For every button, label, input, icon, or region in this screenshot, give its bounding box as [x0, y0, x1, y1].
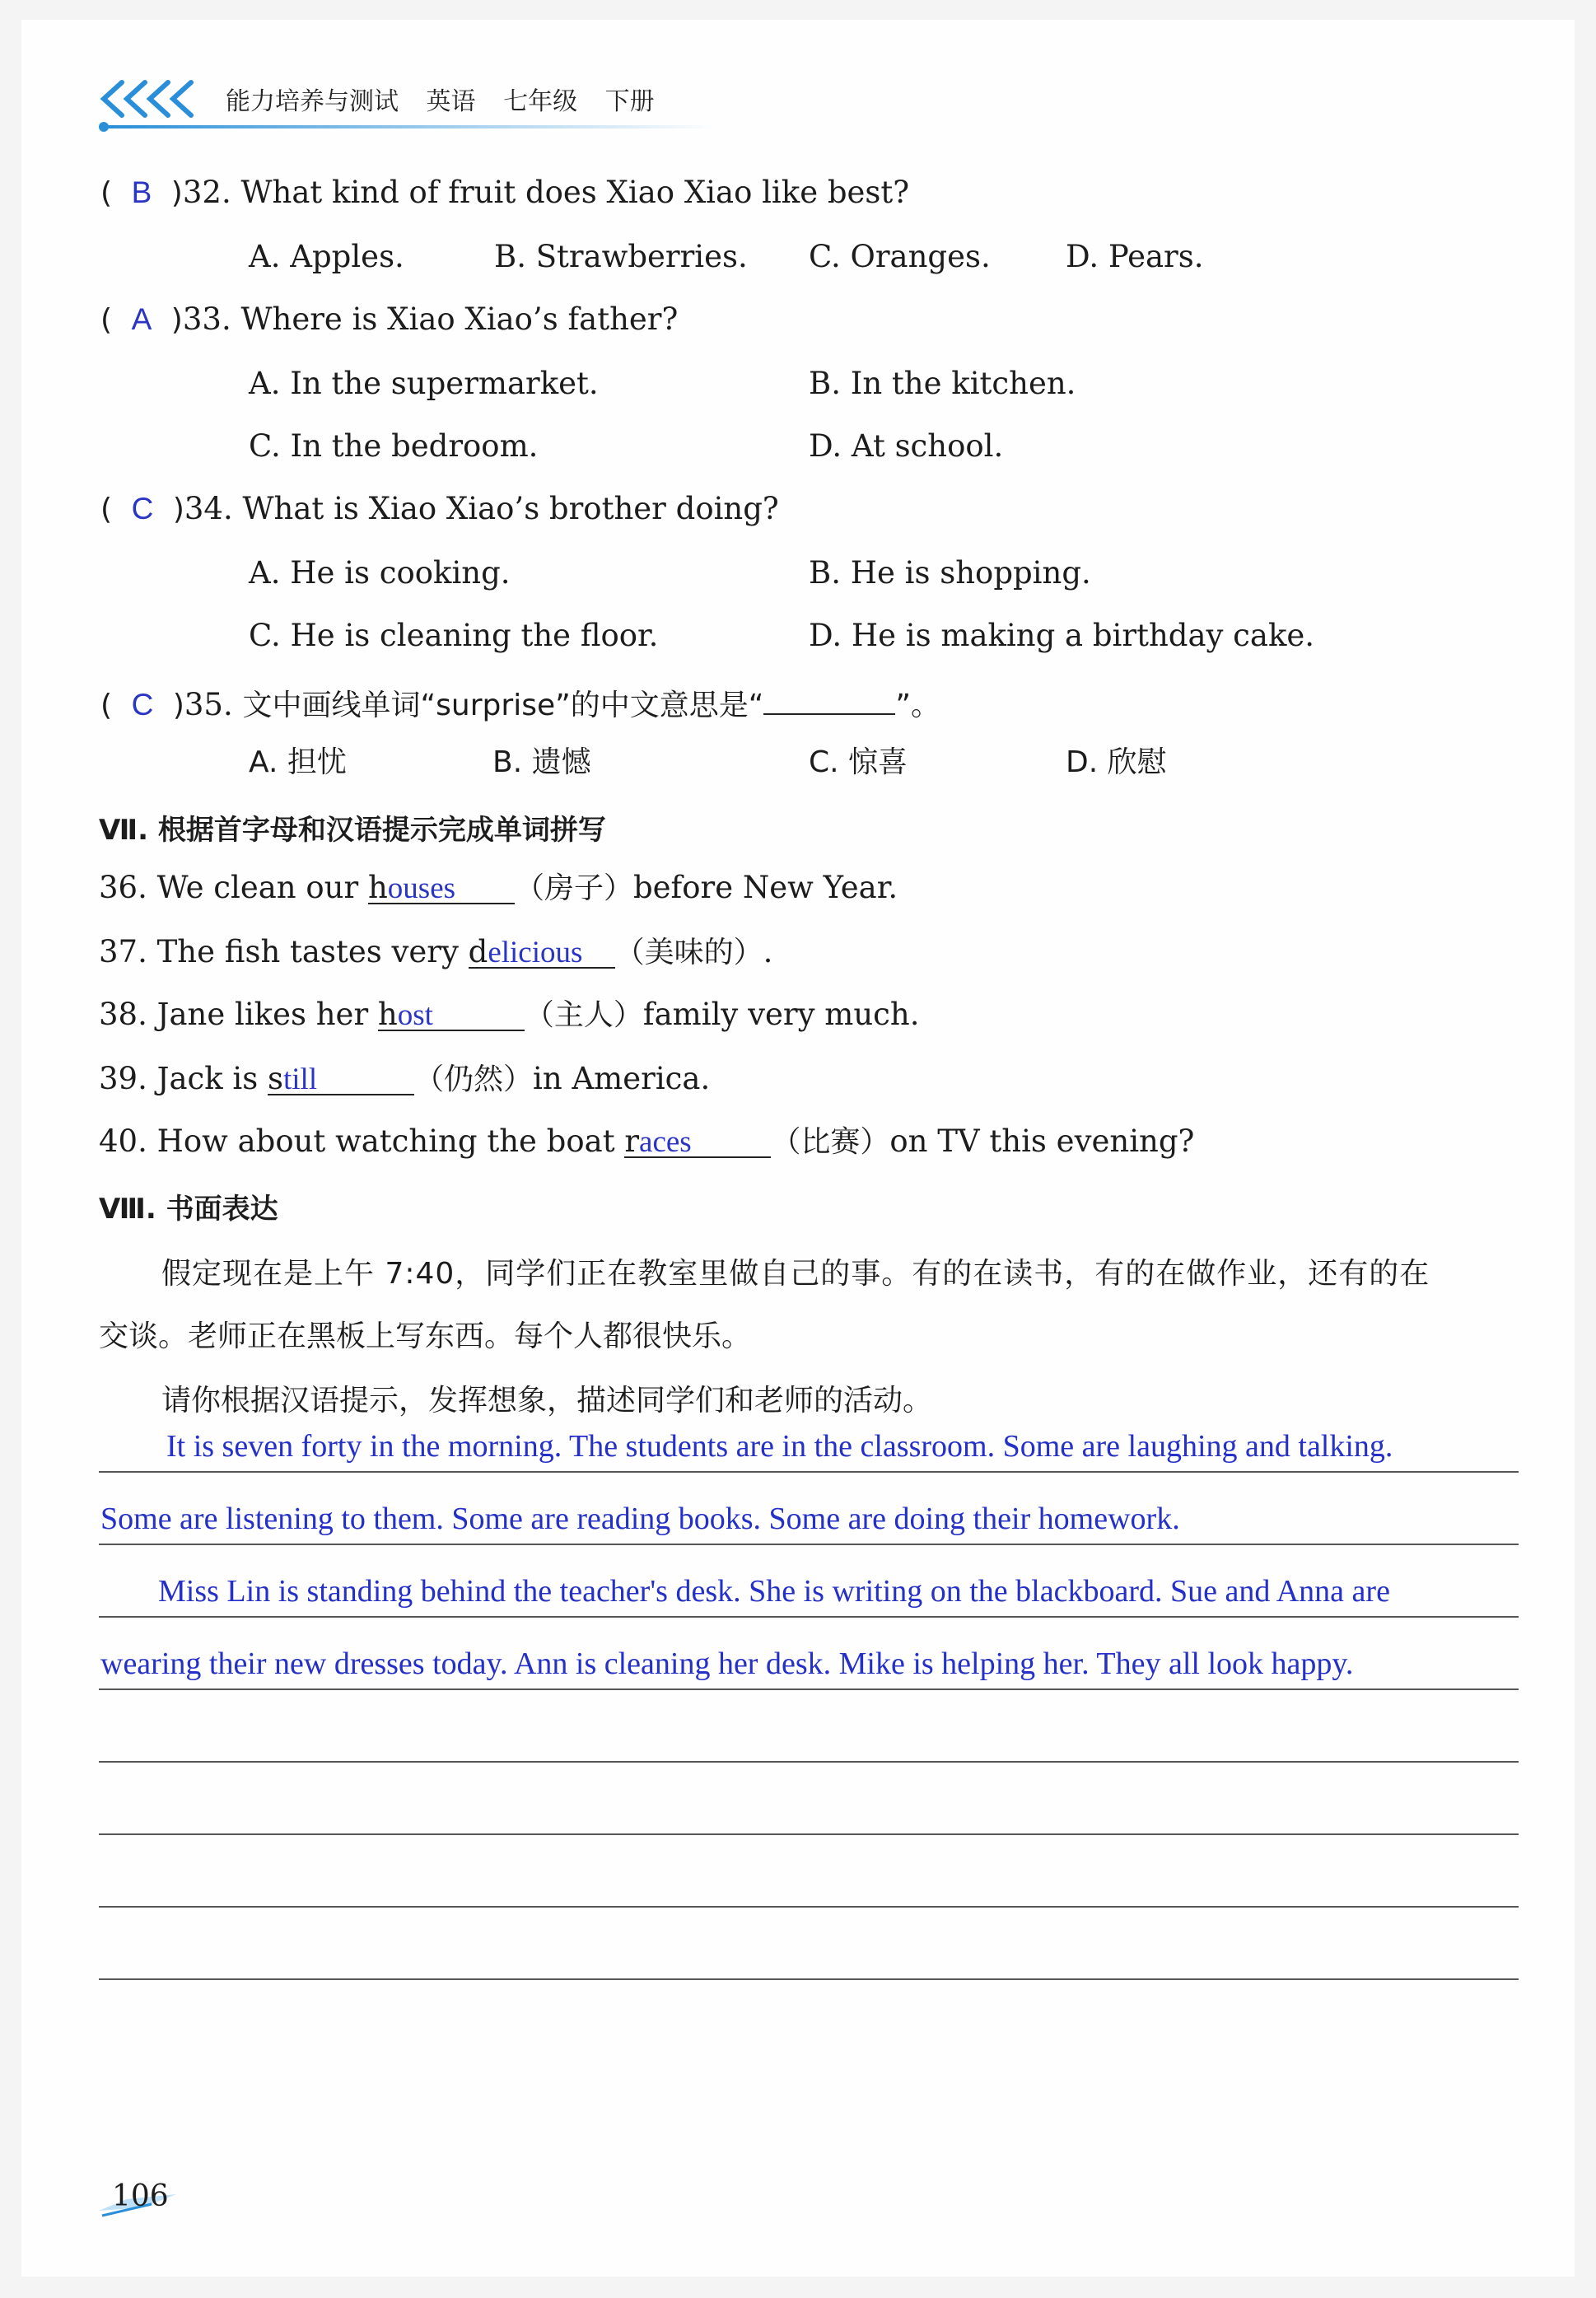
- writing-prompt-line-3: 请你根据汉语提示，发挥想象，描述同学们和老师的活动。: [161, 1384, 933, 1418]
- writing-rule: [99, 1616, 1519, 1618]
- question-32: ( B )32. What kind of fruit does Xiao Xiao like best?: [100, 175, 910, 210]
- option: C. In the bedroom.: [249, 428, 539, 464]
- chevron-logo-icon: [97, 77, 204, 120]
- answer-blank: still: [268, 1061, 414, 1095]
- question-number: 34: [184, 491, 223, 526]
- question-text: 文中画线单词“surprise”的中文意思是“: [242, 689, 764, 722]
- header-underline: [97, 120, 723, 133]
- spelling-item-38: 38. Jane likes her host （主人）family very much.: [99, 997, 920, 1032]
- question-34: ( C )34. What is Xiao Xiao’s brother doing?: [100, 491, 779, 526]
- answer-33: A: [131, 302, 152, 336]
- writing-rule: [99, 1544, 1519, 1545]
- option: A. 担忧: [249, 745, 347, 779]
- question-text: Where is Xiao Xiao’s father?: [240, 301, 679, 337]
- option: C. Oranges.: [809, 239, 991, 274]
- option: C. 惊喜: [809, 745, 908, 779]
- option: B. Strawberries.: [494, 239, 748, 274]
- spelling-item-39: 39. Jack is still （仍然）in America.: [99, 1061, 711, 1096]
- option: D. At school.: [809, 428, 1004, 464]
- header-title: [226, 81, 655, 117]
- writing-rule: [99, 1471, 1519, 1473]
- essay-line-4: wearing their new dresses today. Ann is cleaning her desk. Mike is helping her. They all look happy.: [100, 1646, 1354, 1681]
- question-number: 32: [182, 175, 222, 210]
- answer-blank: houses: [368, 870, 515, 904]
- question-text: What kind of fruit does Xiao Xiao like best?: [240, 175, 910, 210]
- essay-line-2: Some are listening to them. Some are reading books. Some are doing their homework.: [100, 1502, 1180, 1536]
- writing-rule: [99, 1978, 1519, 1980]
- option: B. 遗憾: [492, 745, 591, 779]
- question-35: ( C )35. 文中画线单词“surprise”的中文意思是“ ”。: [100, 680, 940, 724]
- option: D. 欣慰: [1066, 745, 1167, 779]
- question-33: ( A )33. Where is Xiao Xiao’s father?: [100, 301, 679, 337]
- essay-line-3: Miss Lin is standing behind the teacher's desk. She is writing on the blackboard. Sue and Anna are: [158, 1574, 1390, 1609]
- writing-rule: [99, 1906, 1519, 1908]
- answer-blank: races: [624, 1123, 771, 1158]
- writing-rule: [99, 1688, 1519, 1690]
- answer-34: C: [131, 492, 154, 525]
- option: B. In the kitchen.: [809, 366, 1076, 401]
- option: D. Pears.: [1066, 239, 1204, 274]
- writing-rule: [99, 1833, 1519, 1835]
- header-book: 能力培养与测试: [226, 87, 399, 116]
- essay-line-1: It is seven forty in the morning. The students are in the classroom. Some are laughing and talking.: [166, 1429, 1393, 1464]
- spelling-item-37: 37. The fish tastes very delicious （美味的）.: [99, 934, 773, 969]
- spelling-item-36: 36. We clean our houses （房子）before New Year.: [99, 870, 898, 905]
- page-number: 106: [112, 2179, 169, 2213]
- option: A. In the supermarket.: [249, 366, 599, 401]
- section-7-title: Ⅶ. 根据首字母和汉语提示完成单词拼写: [99, 814, 606, 847]
- option: B. He is shopping.: [809, 555, 1091, 591]
- writing-prompt-line-1: 假定现在是上午 7:40，同学们正在教室里做自己的事。有的在读书，有的在做作业，还有的在: [161, 1257, 1430, 1291]
- header-volume: 下册: [604, 87, 655, 116]
- answer-blank: [763, 680, 895, 715]
- question-text-end: ”。: [895, 689, 941, 722]
- header-subject: 英语: [426, 87, 476, 116]
- writing-prompt-line-2: 交谈。老师正在黑板上写东西。每个人都很快乐。: [99, 1319, 752, 1353]
- answer-35: C: [131, 688, 154, 722]
- writing-rule: [99, 1761, 1519, 1763]
- option: C. He is cleaning the floor.: [249, 618, 659, 653]
- spelling-item-40: 40. How about watching the boat races （比赛）on TV this evening?: [99, 1123, 1195, 1159]
- question-text: What is Xiao Xiao’s brother doing?: [242, 491, 779, 526]
- answer-32: B: [131, 175, 152, 209]
- header-grade: 七年级: [503, 87, 578, 116]
- question-number: 35: [184, 687, 223, 722]
- option: D. He is making a birthday cake.: [809, 618, 1315, 653]
- option: A. Apples.: [249, 239, 404, 274]
- answer-blank: delicious: [469, 934, 615, 969]
- option: A. He is cooking.: [249, 555, 511, 591]
- answer-blank: host: [378, 997, 525, 1031]
- question-number: 33: [182, 301, 222, 337]
- section-8-title: Ⅷ. 书面表达: [99, 1193, 278, 1226]
